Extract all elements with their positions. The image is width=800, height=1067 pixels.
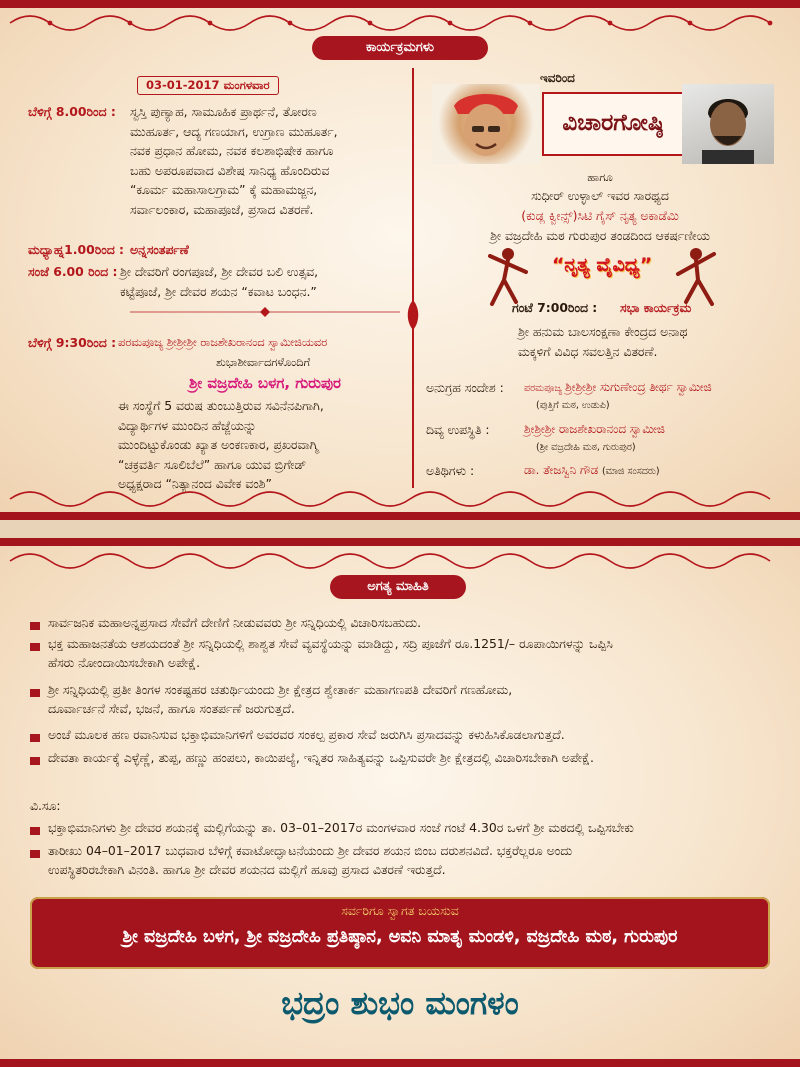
note-4 (48, 725, 565, 744)
info-ornament-border (0, 548, 800, 574)
speaker-photo-left (432, 84, 540, 164)
event-date: 03-01-2017 ಮಂಗಳವಾರ (137, 76, 279, 95)
speaker-photo-right (682, 84, 774, 164)
by-label: ಇವರಿಂದ (540, 71, 575, 85)
divider-ornament-left (130, 306, 400, 318)
blessing-line: ಪರಮಪೂಜ್ಯ ಶ್ರೀಶ್ರೀಶ್ರೀ ರಾಜಶೇಖರಾನಂದ ಸ್ವಾಮೀಜಿಯವರ (118, 336, 328, 349)
schedule-line: “ಕೂರ್ಮ ಮಹಾಸಾಲಗ್ರಾಮ” ಕ್ಕೆ ಮಹಾಮಜ್ಜನ, (130, 182, 318, 197)
bullet-icon (30, 757, 40, 765)
info-heading: ಅಗತ್ಯ ಮಾಹಿತಿ (330, 575, 466, 599)
note-line: ದೇವತಾ ಕಾರ್ಯಕ್ಕೆ ಎಳ್ಳೆಣ್ಣೆ, ತುಪ್ಪ, ಹಣ್ಣು ಹಂಪಲು, ಕಾಯಿಪಲ್ಯೆ, ಇನ್ನಿತರ ಸಾಹಿತ್ಯವನ್ನು ಒಪ್ಪಿಸುವರೇ ಶ್ರೀ ಕ್ಷೇತ್ರದಲ್ಲಿ ವಿಚಾರಿಸಬೇಕಾಗಿ ಅಪೇಕ್ಷೆ. (48, 750, 594, 765)
note-line: ದೂರ್ವಾರ್ಚನೆ ಸೇವೆ, ಭಜನೆ, ಹಾಗೂ ಸಂತರ್ಪಣೆ ಜರುಗುತ್ತದೆ. (48, 701, 295, 716)
org-line: ಈ ಸಂಸ್ಥೆಗೆ 5 ವರುಷ ತುಂಬುತ್ತಿರುವ ಸವಿನೆನಪಿಗಾಗಿ, (118, 398, 324, 413)
schedule-line: ಸರ್ವಾಲಂಕಾರ, ಮಹಾಪೂಜೆ, ಪ್ರಸಾದ ವಿತರಣೆ. (130, 201, 314, 217)
sabha-line-2: ಮಕ್ಕಳಿಗೆ ವಿವಿಧ ಸವಲತ್ತಿನ ವಿತರಣೆ. (518, 344, 658, 359)
role-sub-presence: (ಶ್ರೀ ವಜ್ರದೇಹಿ ಮಠ, ಗುರುಪುರ) (536, 442, 636, 453)
schedule-noon-text: ಅನ್ನಸಂತರ್ಪಣೆ (130, 242, 189, 257)
welcome-text: ಸರ್ವರಿಗೂ ಸ್ವಾಗತ ಬಯಸುವ (341, 903, 459, 918)
note-line: ಶ್ರೀ ಸನ್ನಿಧಿಯಲ್ಲಿ ಪ್ರತೀ ತಿಂಗಳ ಸಂಕಷ್ಟಹರ ಚತುರ್ಥಿಯಂದು ಶ್ರೀ ಕ್ಷೇತ್ರದ ಶ್ವೇತಾರ್ಕ ಮಹಾಗಣಪತಿ ದೇವರಿಗೆ ಗಣಹೋಮ, (48, 682, 513, 697)
schedule-evening-text (120, 262, 412, 301)
org-line: ವಿದ್ಯಾರ್ಥಿಗಳ ಮುಂದಿನ ಹೆಜ್ಜೆಯನ್ನು (118, 417, 257, 433)
role-sub: (ಮಾಜಿ ಸಂಸದರು) (601, 466, 660, 477)
note-7 (48, 841, 572, 879)
page-bottom-bar (0, 1059, 800, 1067)
panel-gap (0, 520, 800, 538)
vi-su-label: ವಿ.ಸೂ: (30, 798, 61, 813)
bottom-ornament-border (0, 486, 800, 512)
role-name-presence: ಶ್ರೀಶ್ರೀಶ್ರೀ ರಾಜಶೇಖರಾನಂದ ಸ್ವಾಮೀಜಿ (524, 422, 665, 436)
role-name: ಶ್ರೀಶ್ರೀಶ್ರೀ ಸುಗುಣೇಂದ್ರ ತೀರ್ಥ ಸ್ವಾಮೀಜಿ (565, 380, 712, 394)
bullet-icon (30, 850, 40, 858)
time-morning-8: ಬೆಳಿಗ್ಗೆ 8.00ರಿಂದ : (28, 104, 116, 119)
note-2 (48, 634, 613, 672)
schedule-line: ಬಹು ಅಪರೂಪವಾದ ವಿಶೇಷ ಸಾನಿಧ್ಯ ಹೊಂದಿರುವ (130, 162, 330, 178)
bullet-icon (30, 827, 40, 835)
dance-line-1: ಸುಧೀರ್ ಉಳ್ಳಾಲ್ ಇವರ ಸಾರಥ್ಯದ (531, 188, 669, 203)
top-panel-bottom-bar (0, 512, 800, 520)
org-description (118, 396, 412, 494)
time-evening: ಸಂಜೆ 6.00 ರಿಂದ : (28, 264, 118, 279)
schedule-morning-text (130, 102, 410, 219)
bottom-panel-top-bar (0, 538, 800, 546)
blessing-line: ಶುಭಾಶೀರ್ವಾದಗಳೊಂದಿಗೆ (215, 355, 311, 369)
role-sub-blessing: (ಪುತ್ತಿಗೆ ಮಠ, ಉಡುಪಿ) (536, 400, 610, 411)
top-ornament-border (0, 10, 800, 36)
role-label-guest: ಅತಿಥಿಗಳು : (426, 463, 475, 478)
org-line: ಮುಂದಿಟ್ಟುಕೊಂಡು ಖ್ಯಾತ ಅಂಕಣಕಾರ, ಪ್ರಖರವಾಗ್ಮಿ (118, 437, 319, 452)
note-6 (48, 818, 634, 837)
org-name: ಶ್ರೀ ವಜ್ರದೇಹಿ ಬಳಗ, ಗುರುಪುರ (188, 374, 341, 392)
note-1 (48, 613, 421, 632)
and-label: ಹಾಗೂ (587, 170, 613, 184)
role-label-blessing: ಅನುಗ್ರಹ ಸಂದೇಶ : (426, 380, 504, 395)
program-heading: ಕಾರ್ಯಕ್ರಮಗಳು (312, 36, 488, 60)
divider-ornament-center (404, 300, 422, 330)
note-line: ಅಂಚೆ ಮೂಲಕ ಹಣ ರವಾನಿಸುವ ಭಕ್ತಾಭಿಮಾನಿಗಳಿಗೆ ಅವರವರ ಸಂಕಲ್ಪ ಪ್ರಕಾರ ಸೇವೆ ಜರುಗಿಸಿ ಪ್ರಸಾದವನ್ನು ಕಳುಹಿಸಿಕೊಡಲಾಗುತ್ತದೆ. (48, 727, 565, 742)
bullet-icon (30, 643, 40, 651)
bullet-icon (30, 734, 40, 742)
schedule-line: ಕಟ್ಟೆಪೂಜೆ, ಶ್ರೀ ದೇವರ ಶಯನ “ಕವಾಟ ಬಂಧನ.” (120, 283, 317, 299)
host-names: ಶ್ರೀ ವಜ್ರದೇಹಿ ಬಳಗ, ಶ್ರೀ ವಜ್ರದೇಹಿ ಪ್ರತಿಷ್ಠಾನ, ಅವನಿ ಮಾತೃ ಮಂಡಳಿ, ವಜ್ರದೇಹಿ ಮಠ, ಗುರುಪುರ (122, 927, 678, 947)
sabha-label: ಸಭಾ ಕಾರ್ಯಕ್ರಮ (620, 300, 692, 315)
org-line: ಅಧ್ಯಕ್ಷರಾದ “ನಿತ್ಯಾನಂದ ವಿವೇಕ ವಂಶಿ” (118, 476, 272, 491)
note-line: ಭಕ್ತ ಮಹಾಜನತೆಯ ಆಶಯದಂತೆ ಶ್ರೀ ಸನ್ನಿಧಿಯಲ್ಲಿ ಶಾಶ್ವತ ಸೇವೆ ವ್ಯವಸ್ಥೆಯನ್ನು ಮಾಡಿದ್ದು, ಸದ್ರಿ ಪೂಜೆಗೆ ರೂ.1251/– ರೂಪಾಯಿಗಳನ್ನು ಒಪ್ಪಿಸಿ (48, 636, 613, 651)
time-7pm: ಗಂಟೆ 7:00ರಿಂದ : (512, 300, 598, 315)
sabha-line-1: ಶ್ರೀ ಹನುಮ ಬಾಲಸಂಕ್ಷಣಾ ಕೇಂದ್ರದ ಅನಾಥ (518, 324, 688, 339)
seminar-title: ವಿಚಾರಗೋಷ್ಠಿ (562, 110, 664, 136)
note-line: ಉಪಸ್ಥಿತರಿರಬೇಕಾಗಿ ವಿನಂತಿ. ಹಾಗೂ ಶ್ರೀ ದೇವರ ಶಯನದ ಮಲ್ಲಿಗೆ ಹೂವು ಪ್ರಸಾದ ವಿತರಣೆ ಇರುತ್ತದೆ. (48, 862, 446, 877)
schedule-line: ಮುಹೂರ್ತ, ಆದ್ಯ ಗಣಯಾಗ, ಉಗ್ರಾಣ ಮುಹೂರ್ತ, (130, 123, 338, 139)
top-border-bar (0, 0, 800, 8)
seminar-title-box (542, 92, 684, 156)
schedule-line: ನವಕ ಪ್ರಧಾನ ಹೋಮ, ನವಕ ಕಲಶಾಭಿಷೇಕ ಹಾಗೂ (130, 143, 334, 158)
dance-title: “ನೃತ್ಯ ವೈವಿಧ್ಯ” (551, 254, 653, 276)
time-noon: ಮಧ್ಯಾಹ್ನ1.00ರಿಂದ : (28, 242, 125, 257)
blessing-text (118, 333, 408, 372)
role-prefix: ಪರಮಪೂಜ್ಯ (524, 383, 566, 394)
host-banner (30, 897, 770, 969)
blessing-footer: ಭದ್ರಂ ಶುಭಂ ಮಂಗಳಂ (281, 984, 519, 1022)
schedule-line: ಸ್ವಸ್ತಿ ಪುಣ್ಯಾಹ, ಸಾಮೂಹಿಕ ಪ್ರಾರ್ಥನೆ, ತೋರಣ (130, 104, 317, 119)
org-line: “ಚಕ್ರವರ್ತಿ ಸೂಲಿಬೆಲೆ” ಹಾಗೂ ಯುವ ಬ್ರಿಗೇಡ್ (118, 456, 307, 472)
schedule-line: ಶ್ರೀ ದೇವರಿಗೆ ರಂಗಪೂಜೆ, ಶ್ರೀ ದೇವರ ಬಲಿ ಉತ್ಸವ, (120, 264, 319, 279)
role-name-guest (524, 461, 660, 482)
note-line: ಸಾರ್ವಜನಿಕ ಮಹಾಅನ್ನಪ್ರಸಾದ ಸೇವೆಗೆ ದೇಣಿಗೆ ನೀಡುವವರು ಶ್ರೀ ಸನ್ನಿಧಿಯಲ್ಲಿ ವಿಚಾರಿಸಬಹುದು. (48, 615, 422, 630)
bullet-icon (30, 622, 40, 630)
time-morning-930: ಬೆಳಿಗ್ಗೆ 9:30ರಿಂದ : (28, 335, 117, 350)
note-line: ಭಕ್ತಾಭಿಮಾನಿಗಳು ಶ್ರೀ ದೇವರ ಶಯನಕ್ಕೆ ಮಲ್ಲಿಗೆಯನ್ನು ತಾ. 03–01–2017ರ ಮಂಗಳವಾರ ಸಂಜೆ ಗಂಟೆ 4.30ರ ಒಳಗೆ ಶ್ರೀ ಮಠದಲ್ಲಿ ಒಪ್ಪಿಸಬೇಕು (48, 820, 634, 835)
bullet-icon (30, 689, 40, 697)
role-label-presence: ದಿವ್ಯ ಉಪಸ್ಥಿತಿ : (426, 422, 490, 437)
role-name: ಡಾ. ತೇಜಸ್ವಿನಿ ಗೌಡ (524, 463, 599, 477)
note-line: ತಾರೀಖು 04–01–2017 ಬುಧವಾರ ಬೆಳಿಗ್ಗೆ ಕವಾಟೋದ್ಘಾಟನೆಯಂದು ಶ್ರೀ ದೇವರ ಶಯನ ಬಿಂಬ ದರುಶನವಿದೆ. ಭಕ್ತರೆಲ್ಲರೂ ಅಂದು (48, 843, 573, 858)
dance-line-3: ಶ್ರೀ ವಜ್ರದೇಹಿ ಮಠ ಗುರುಪುರ ತಂಡದಿಂದ ಆಕರ್ಷಣೀಯ (490, 228, 710, 243)
program-panel (0, 0, 800, 520)
dance-line-2: (ಕುಡ್ಲ ಕ್ವೀನ್ಸ್)ಸಿಟಿ ಗೈಸ್ ನೃತ್ಯ ಅಕಾಡೆಮಿ (521, 208, 679, 223)
role-name-blessing (524, 378, 712, 399)
note-5 (48, 748, 594, 767)
column-divider (412, 68, 414, 488)
note-3 (48, 680, 512, 718)
note-line: ಹೆಸರು ನೋಂದಾಯಿಸಬೇಕಾಗಿ ಅಪೇಕ್ಷೆ. (48, 655, 201, 670)
